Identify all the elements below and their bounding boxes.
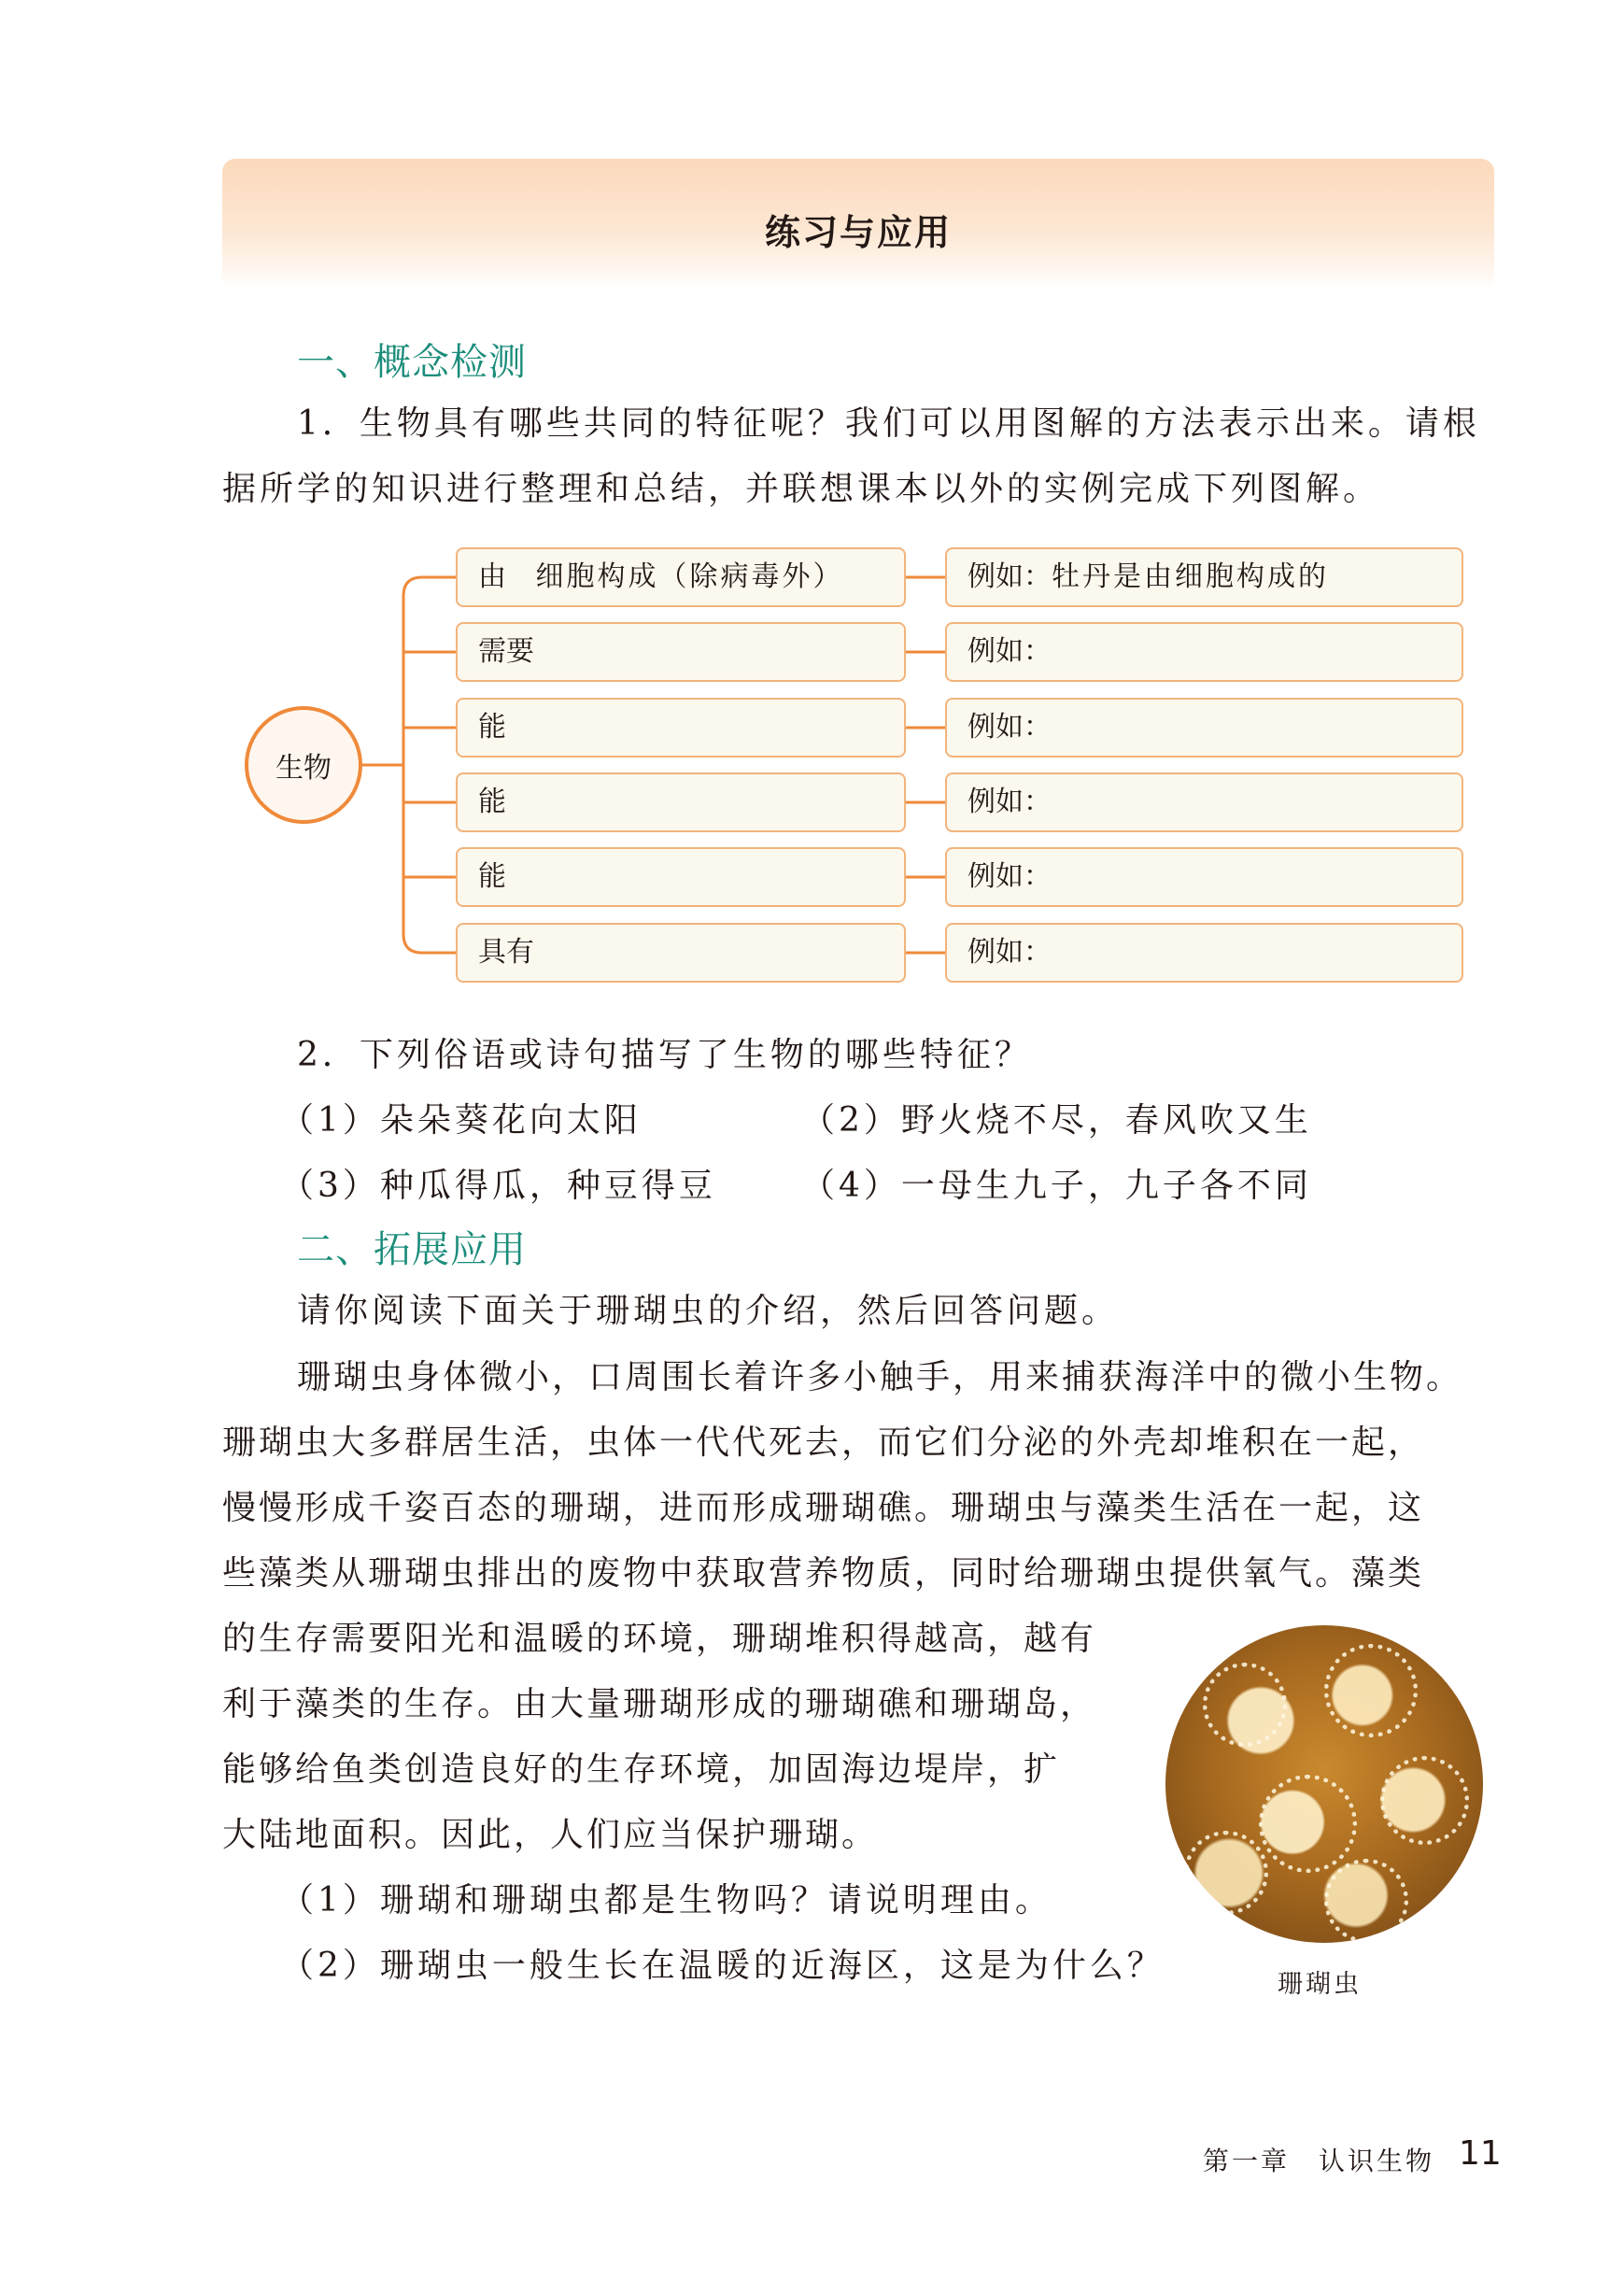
passage-line-3: 慢慢形成千姿百态的珊瑚，进而形成珊瑚礁。珊瑚虫与藻类生活在一起，这 (222, 1489, 1425, 1527)
section-heading-extended-application: 二、拓展应用 (297, 1228, 527, 1271)
feature-label: 能 (478, 860, 506, 893)
coral-polyp-photo (1165, 1625, 1483, 1943)
q2-item-1: （1）朵朵葵花向太阳 (280, 1101, 642, 1140)
example-answer: 牡丹是由细胞构成的 (1052, 560, 1329, 593)
passage-line-6: 利于藻类的生存。由大量珊瑚形成的珊瑚礁和珊瑚岛， (222, 1685, 1097, 1723)
example-prefix: 例如： (967, 560, 1052, 593)
example-box-6[interactable] (945, 923, 1463, 983)
question-coral-1: （1）珊瑚和珊瑚虫都是生物吗？请说明理由。 (280, 1881, 1052, 1920)
example-prefix: 例如： (967, 711, 1052, 744)
feature-label: 具有 (478, 936, 534, 969)
section-heading-concept-check: 一、概念检测 (297, 341, 527, 384)
question-2: 2．下列俗语或诗句描写了生物的哪些特征？ (297, 1036, 1032, 1074)
chapter-footer: 第一章 认识生物 (1203, 2146, 1435, 2176)
question-coral-2: （2）珊瑚虫一般生长在温暖的近海区，这是为什么？ (280, 1947, 1165, 1985)
feature-box-5[interactable] (456, 847, 906, 907)
q2-item-2: （2）野火烧不尽，春风吹又生 (801, 1101, 1312, 1140)
feature-answer: 细胞构成（除病毒外） (535, 560, 844, 593)
q2-item-4: （4）一母生九子，九子各不同 (801, 1167, 1312, 1205)
page-number: 11 (1459, 2134, 1502, 2173)
passage-line-5: 的生存需要阳光和温暖的环境，珊瑚堆积得越高，越有 (222, 1620, 1097, 1658)
feature-box-3[interactable] (456, 698, 906, 758)
feature-box-4[interactable] (456, 772, 906, 832)
reading-intro: 请你阅读下面关于珊瑚虫的介绍，然后回答问题。 (297, 1292, 1120, 1330)
example-box-1[interactable] (945, 547, 1463, 607)
example-box-2[interactable] (945, 622, 1463, 682)
feature-box-6[interactable] (456, 923, 906, 983)
example-prefix: 例如： (967, 635, 1052, 668)
passage-line-2: 珊瑚虫大多群居生活，虫体一代代死去，而它们分泌的外壳却堆积在一起， (222, 1424, 1425, 1462)
page-title: 练习与应用 (764, 212, 952, 253)
example-prefix: 例如： (967, 786, 1052, 818)
passage-line-7: 能够给鱼类创造良好的生存环境，加固海边堤岸，扩 (222, 1750, 1061, 1789)
example-prefix: 例如： (967, 936, 1052, 969)
example-box-4[interactable] (945, 772, 1463, 832)
diagram-root-node: 生物 (245, 706, 362, 824)
example-box-3[interactable] (945, 698, 1463, 758)
feature-box-2[interactable] (456, 622, 906, 682)
passage-line-8: 大陆地面积。因此，人们应当保护珊瑚。 (222, 1816, 879, 1854)
feature-label: 由 (478, 560, 506, 593)
feature-label: 能 (478, 711, 506, 744)
example-prefix: 例如： (967, 860, 1052, 893)
feature-box-1[interactable] (456, 547, 906, 607)
feature-label: 需要 (478, 635, 534, 668)
feature-label: 能 (478, 786, 506, 818)
passage-line-1: 珊瑚虫身体微小，口周围长着许多小触手，用来捕获海洋中的微小生物。 (297, 1358, 1463, 1396)
photo-caption: 珊瑚虫 (1278, 1970, 1362, 1999)
example-box-5[interactable] (945, 847, 1463, 907)
question-1-line-1: 1．生物具有哪些共同的特征呢？我们可以用图解的方法表示出来。请根 (297, 404, 1480, 443)
q2-item-3: （3）种瓜得瓜，种豆得豆 (280, 1167, 716, 1205)
question-1-line-2: 据所学的知识进行整理和总结，并联想课本以外的实例完成下列图解。 (222, 470, 1381, 508)
passage-line-4: 些藻类从珊瑚虫排出的废物中获取营养物质，同时给珊瑚虫提供氧气。藻类 (222, 1554, 1425, 1593)
